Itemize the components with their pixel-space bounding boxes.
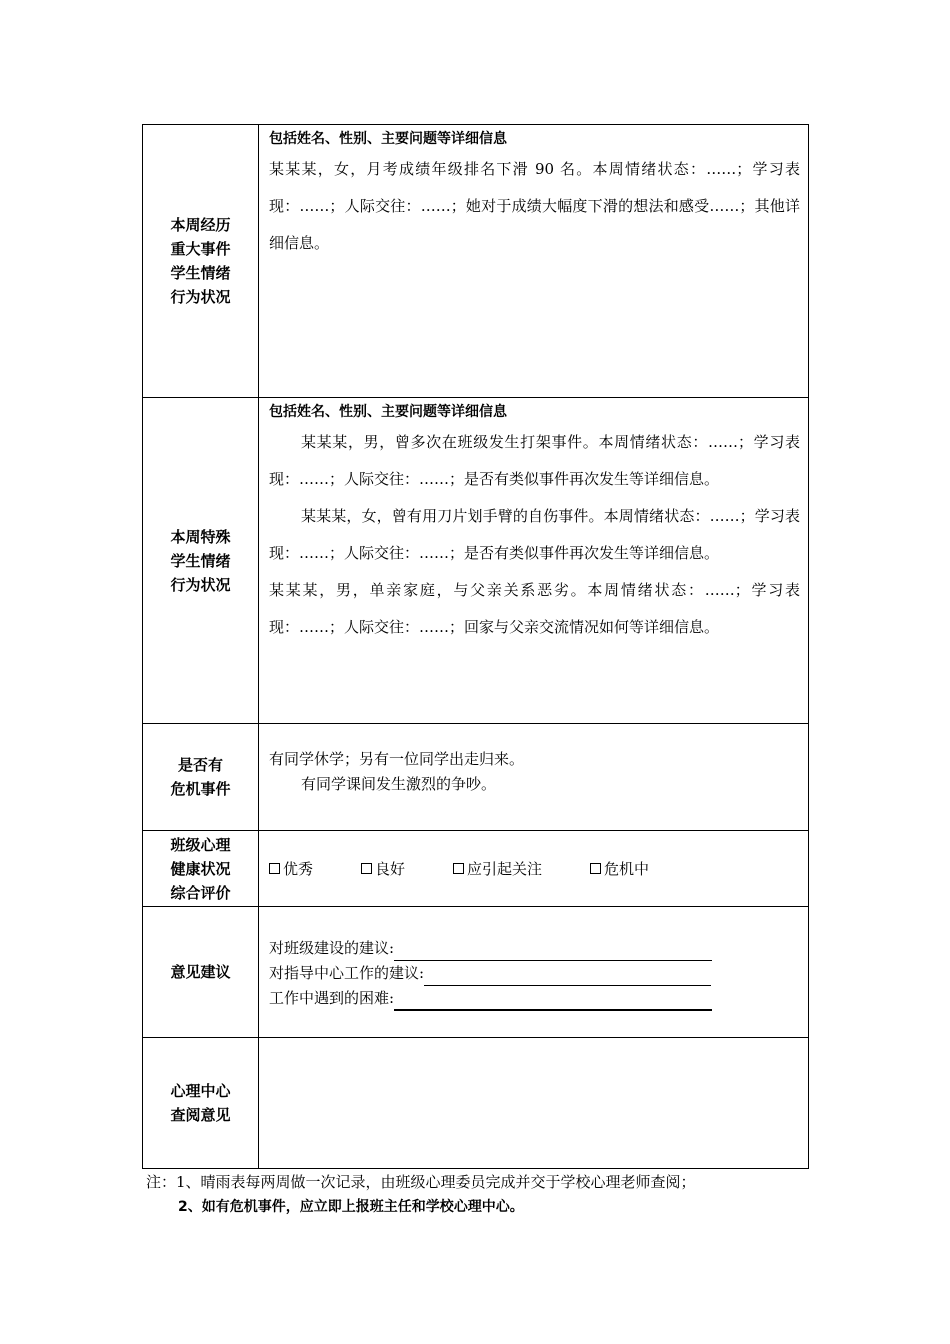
suggestion-label: 对指导中心工作的建议: [269, 964, 425, 982]
student-paragraph: 某某某，男，单亲家庭，与父亲关系恶劣。本周情绪状态：……；学习表现：……；人际交往：……；回家与父亲交流情况如何等详细信息。 [269, 581, 800, 636]
suggestion-blank-field[interactable] [394, 991, 712, 1011]
option-label: 应引起关注 [467, 860, 543, 878]
row-center-review [143, 1038, 809, 1169]
rating-option-excellent[interactable] [269, 858, 313, 879]
event-paragraph: 某某某，女，月考成绩年级排名下滑 90 名。本周情绪状态：……；学习表现：……；人际交往：……；她对于成绩大幅度下滑的想法和感受……；其他详细信息。 [269, 160, 800, 252]
suggestion-label: 工作中遇到的困难: [269, 989, 395, 1007]
label-line: 本周经历 [170, 216, 231, 234]
rating-option-crisis[interactable] [590, 858, 649, 879]
content-weekly-major-events[interactable] [259, 125, 809, 398]
label-line: 危机事件 [170, 780, 231, 798]
checkbox-icon[interactable] [269, 863, 280, 874]
content-crisis-events[interactable] [259, 724, 809, 831]
label-line: 综合评价 [170, 883, 231, 902]
label-line: 行为状况 [170, 575, 231, 594]
label-special-students [143, 398, 259, 724]
label-line: 班级心理 [170, 835, 231, 854]
rating-option-good[interactable] [361, 858, 405, 879]
label-line: 行为状况 [170, 288, 231, 306]
rating-options [269, 833, 800, 905]
row-class-rating [143, 831, 809, 907]
label-crisis-events [143, 724, 259, 831]
label-line: 学生情绪 [170, 551, 231, 570]
option-label: 危机中 [604, 860, 650, 878]
crisis-line: 有同学休学；另有一位同学出走归来。 [269, 750, 525, 768]
row-crisis-events [143, 724, 809, 831]
label-line: 是否有 [177, 756, 223, 774]
row-special-students [143, 398, 809, 724]
crisis-line: 有同学课间发生激烈的争吵。 [301, 775, 497, 793]
label-line: 心理中心 [170, 1082, 231, 1100]
footnote-2: 2、如有危机事件，应立即上报班主任和学校心理中心。 [178, 1199, 524, 1215]
suggestion-class-building [269, 936, 800, 961]
content-center-review[interactable] [259, 1038, 809, 1169]
checkbox-icon[interactable] [361, 863, 372, 874]
footnote-1: 注：1、晴雨表每两周做一次记录，由班级心理委员完成并交于学校心理老师查阅； [146, 1173, 696, 1191]
label-line: 重大事件 [170, 240, 231, 258]
student-paragraph: 某某某，女，曾有用刀片划手臂的自伤事件。本周情绪状态：……；学习表现：……；人际交往：……；是否有类似事件再次发生等详细信息。 [269, 507, 800, 562]
label-class-rating [143, 831, 259, 907]
label-line: 查阅意见 [170, 1106, 231, 1124]
suggestion-blank-field[interactable] [424, 967, 711, 986]
content-class-rating [259, 831, 809, 907]
content-suggestions [259, 907, 809, 1038]
row-suggestions [143, 907, 809, 1038]
content-heading: 包括姓名、性别、主要问题等详细信息 [269, 404, 507, 420]
rating-option-attention[interactable] [453, 858, 542, 879]
label-line: 健康状况 [170, 859, 231, 878]
suggestion-label: 对班级建设的建议: [269, 939, 395, 957]
label-weekly-major-events [143, 125, 259, 398]
psychology-barometer-form [142, 124, 809, 1169]
checkbox-icon[interactable] [453, 863, 464, 874]
label-line: 本周特殊 [170, 527, 231, 546]
label-center-review [143, 1038, 259, 1169]
checkbox-icon[interactable] [590, 863, 601, 874]
content-special-students[interactable] [259, 398, 809, 724]
suggestion-guidance-center [269, 961, 800, 986]
student-paragraph: 某某某，男，曾多次在班级发生打架事件。本周情绪状态：……；学习表现：……；人际交往：……；是否有类似事件再次发生等详细信息。 [269, 433, 800, 488]
suggestion-difficulties [269, 986, 800, 1011]
suggestion-blank-field[interactable] [394, 942, 712, 961]
row-weekly-major-events [143, 125, 809, 398]
label-line: 学生情绪 [170, 264, 231, 282]
option-label: 优秀 [283, 860, 314, 878]
label-suggestions [143, 907, 259, 1038]
content-heading: 包括姓名、性别、主要问题等详细信息 [269, 131, 507, 147]
label-line: 意见建议 [170, 963, 231, 981]
option-label: 良好 [375, 860, 406, 878]
